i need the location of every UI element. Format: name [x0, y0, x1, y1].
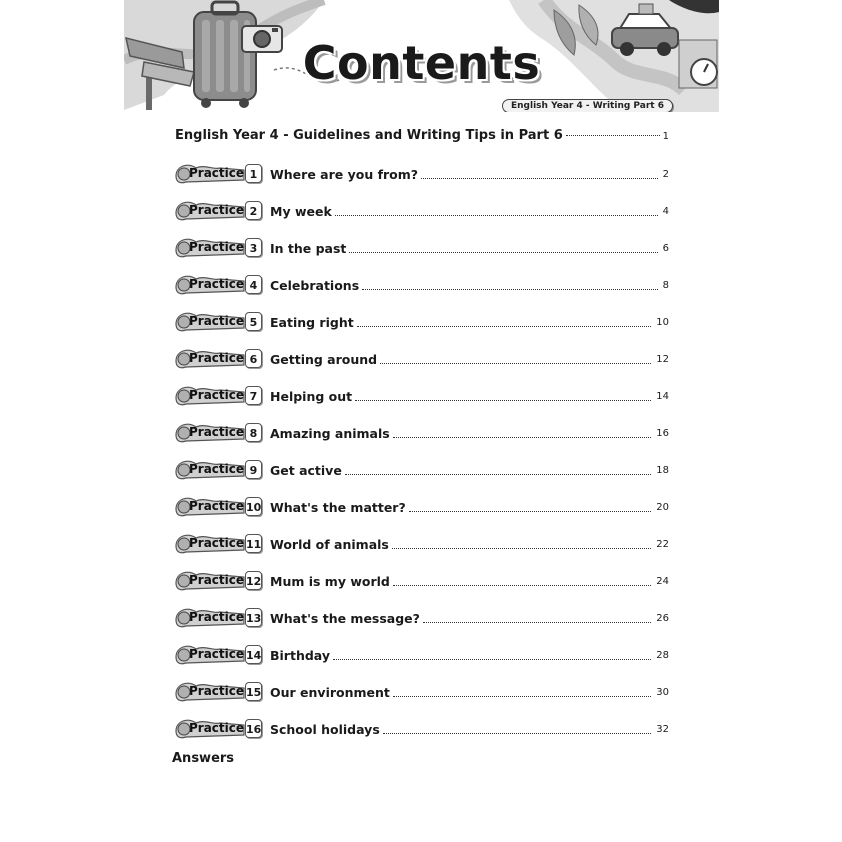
practice-badge	[174, 569, 264, 593]
entry-page-number: 22	[656, 538, 669, 550]
toc-entry[interactable]	[174, 679, 669, 705]
practice-label: Practice	[189, 647, 245, 661]
toc-entry[interactable]	[174, 198, 669, 224]
leader-dots	[566, 135, 660, 136]
toc-entry[interactable]	[174, 716, 669, 742]
entry-title: Helping out	[270, 388, 353, 404]
leader-dots	[335, 215, 658, 216]
leader-dots	[345, 474, 651, 475]
leader-dots	[393, 696, 651, 697]
entry-page-number: 24	[656, 575, 669, 587]
intro-title: English Year 4 - Guidelines and Writing Tips in Part 6	[175, 128, 563, 143]
practice-number: 8	[245, 423, 262, 442]
book-badge: English Year 4 - Writing Part 6	[502, 99, 673, 112]
practice-badge	[174, 162, 264, 186]
practice-label: Practice	[189, 684, 245, 698]
practice-number: 4	[245, 275, 262, 294]
practice-badge	[174, 236, 264, 260]
entry-page-number: 18	[656, 464, 669, 476]
entry-title: What's the message?	[270, 610, 420, 626]
entry-page-number: 10	[656, 316, 669, 328]
toc-entry[interactable]	[174, 457, 669, 483]
practice-label: Practice	[189, 536, 245, 550]
practice-label: Practice	[189, 203, 245, 217]
practice-badge	[174, 606, 264, 630]
leader-dots	[423, 622, 651, 623]
entry-page-number: 32	[656, 723, 669, 735]
entry-page-number: 16	[656, 427, 669, 439]
practice-number: 3	[245, 238, 262, 257]
leader-dots	[362, 289, 657, 290]
practice-badge	[174, 532, 264, 556]
practice-number: 16	[245, 719, 262, 738]
entry-page-number: 14	[656, 390, 669, 402]
entry-title: Where are you from?	[270, 166, 419, 182]
toc-entry[interactable]	[174, 161, 669, 187]
entry-page-number: 20	[656, 501, 669, 513]
practice-number: 13	[245, 608, 262, 627]
practice-label: Practice	[189, 573, 245, 587]
page-title: Contents	[302, 36, 541, 90]
entry-title: What's the matter?	[270, 499, 406, 515]
leader-dots	[392, 548, 651, 549]
practice-number: 15	[245, 682, 262, 701]
leader-dots	[409, 511, 652, 512]
toc-entry[interactable]	[174, 272, 669, 298]
leader-dots	[380, 363, 651, 364]
practice-badge	[174, 310, 264, 334]
entry-title: Mum is my world	[270, 573, 390, 589]
entry-page-number: 28	[656, 649, 669, 661]
practice-label: Practice	[189, 721, 245, 735]
practice-badge	[174, 384, 264, 408]
entry-page-number: 4	[662, 205, 669, 217]
answers-entry[interactable]: Answers	[172, 751, 235, 766]
practice-badge	[174, 680, 264, 704]
toc-entry[interactable]	[174, 346, 669, 372]
practice-number: 9	[245, 460, 262, 479]
practice-number: 12	[245, 571, 262, 590]
toc-entry[interactable]	[174, 309, 669, 335]
practice-number: 6	[245, 349, 262, 368]
practice-label: Practice	[189, 610, 245, 624]
entry-page-number: 12	[656, 353, 669, 365]
leader-dots	[355, 400, 651, 401]
entry-page-number: 6	[662, 242, 669, 254]
practice-badge	[174, 495, 264, 519]
entry-title: Celebrations	[270, 277, 360, 293]
practice-badge	[174, 199, 264, 223]
leader-dots	[357, 326, 652, 327]
leader-dots	[383, 733, 652, 734]
entry-title: Birthday	[270, 647, 330, 663]
toc-entry[interactable]	[174, 531, 669, 557]
practice-badge	[174, 347, 264, 371]
practice-number: 11	[245, 534, 262, 553]
practice-number: 10	[245, 497, 262, 516]
practice-badge	[174, 643, 264, 667]
entry-page-number: 8	[662, 279, 669, 291]
practice-number: 5	[245, 312, 262, 331]
leader-dots	[349, 252, 657, 253]
toc-entry[interactable]	[174, 568, 669, 594]
practice-label: Practice	[189, 166, 245, 180]
entry-title: Eating right	[270, 314, 354, 330]
entry-title: School holidays	[270, 721, 380, 737]
leader-dots	[393, 585, 651, 586]
practice-label: Practice	[189, 425, 245, 439]
practice-label: Practice	[189, 240, 245, 254]
toc-entry[interactable]	[174, 383, 669, 409]
practice-badge	[174, 273, 264, 297]
practice-badge	[174, 717, 264, 741]
entry-title: World of animals	[270, 536, 389, 552]
leader-dots	[393, 437, 652, 438]
entry-page-number: 2	[662, 168, 669, 180]
entry-title: Getting around	[270, 351, 378, 367]
practice-number: 14	[245, 645, 262, 664]
contents-page	[124, 0, 719, 842]
entry-title: Amazing animals	[270, 425, 390, 441]
leader-dots	[421, 178, 658, 179]
leader-dots	[333, 659, 651, 660]
toc-entry[interactable]	[174, 605, 669, 631]
practice-label: Practice	[189, 277, 245, 291]
toc-entry[interactable]	[174, 642, 669, 668]
entry-title: In the past	[270, 240, 347, 256]
entry-title: Our environment	[270, 684, 390, 700]
toc-intro-entry[interactable]	[175, 128, 669, 143]
practice-label: Practice	[189, 314, 245, 328]
practice-badge	[174, 458, 264, 482]
practice-label: Practice	[189, 351, 245, 365]
practice-number: 2	[245, 201, 262, 220]
toc-entry[interactable]	[174, 420, 669, 446]
entry-title: My week	[270, 203, 332, 219]
entry-page-number: 30	[656, 686, 669, 698]
practice-label: Practice	[189, 388, 245, 402]
practice-number: 1	[245, 164, 262, 183]
practice-label: Practice	[189, 462, 245, 476]
toc-entry[interactable]	[174, 235, 669, 261]
entry-page-number: 26	[656, 612, 669, 624]
practice-badge	[174, 421, 264, 445]
header-banner	[124, 0, 719, 112]
practice-label: Practice	[189, 499, 245, 513]
entry-title: Get active	[270, 462, 342, 478]
practice-number: 7	[245, 386, 262, 405]
toc-entry[interactable]	[174, 494, 669, 520]
intro-page-number: 1	[662, 131, 669, 142]
